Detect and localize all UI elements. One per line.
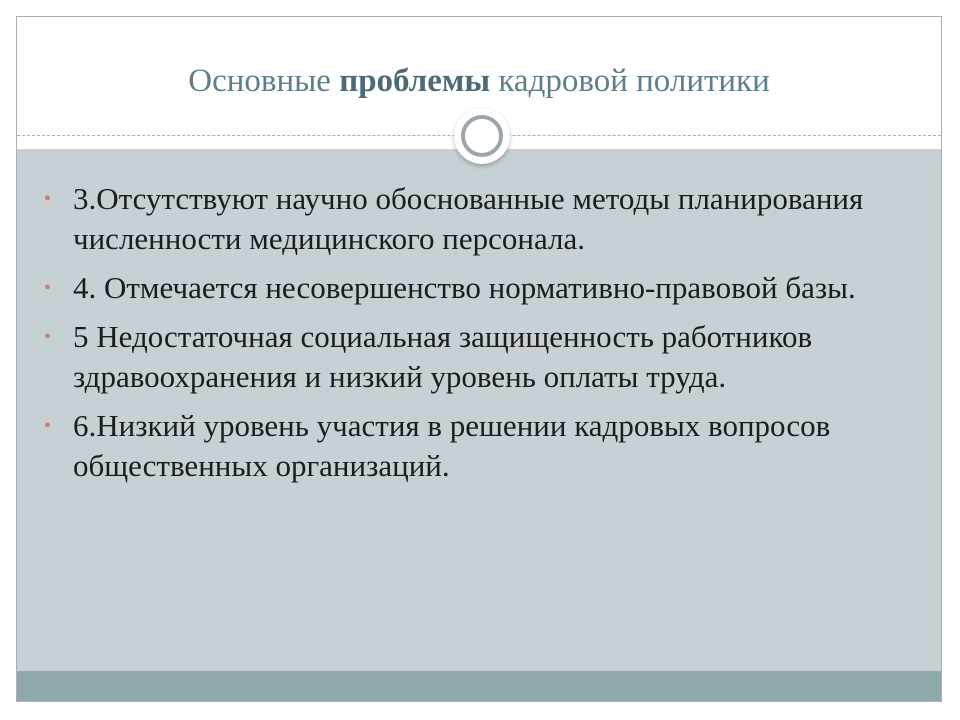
footer-band [17,671,941,702]
title-part-2: кадровой политики [490,63,770,99]
bullet-text: 5 Недостаточная социальная защищенность работников здравоохранения и низкий уровень оплаты труда. [73,319,813,394]
list-item [39,268,919,308]
title-bold: проблемы [339,63,491,99]
bullet-dot-icon: • [44,326,52,348]
bullet-dot-icon: • [44,415,52,437]
bullet-text: 6.Низкий уровень участия в решении кадровых вопросов общественных организаций. [73,408,831,483]
bullet-list [39,179,919,495]
list-item [39,317,919,397]
list-item [39,179,919,259]
bullet-dot-icon: • [44,277,52,299]
ring-inner [461,115,503,157]
ring-ornament-icon [454,108,510,164]
list-item [39,406,919,486]
slide [16,16,942,702]
slide-title [17,63,941,100]
bullet-text: 4. Отмечается несовершенство нормативно-правовой базы. [73,270,856,305]
bullet-dot-icon: • [44,188,52,210]
title-part-1: Основные [188,63,340,99]
bullet-text: 3.Отсутствуют научно обоснованные методы планирования численности медицинского персонала. [73,181,864,256]
